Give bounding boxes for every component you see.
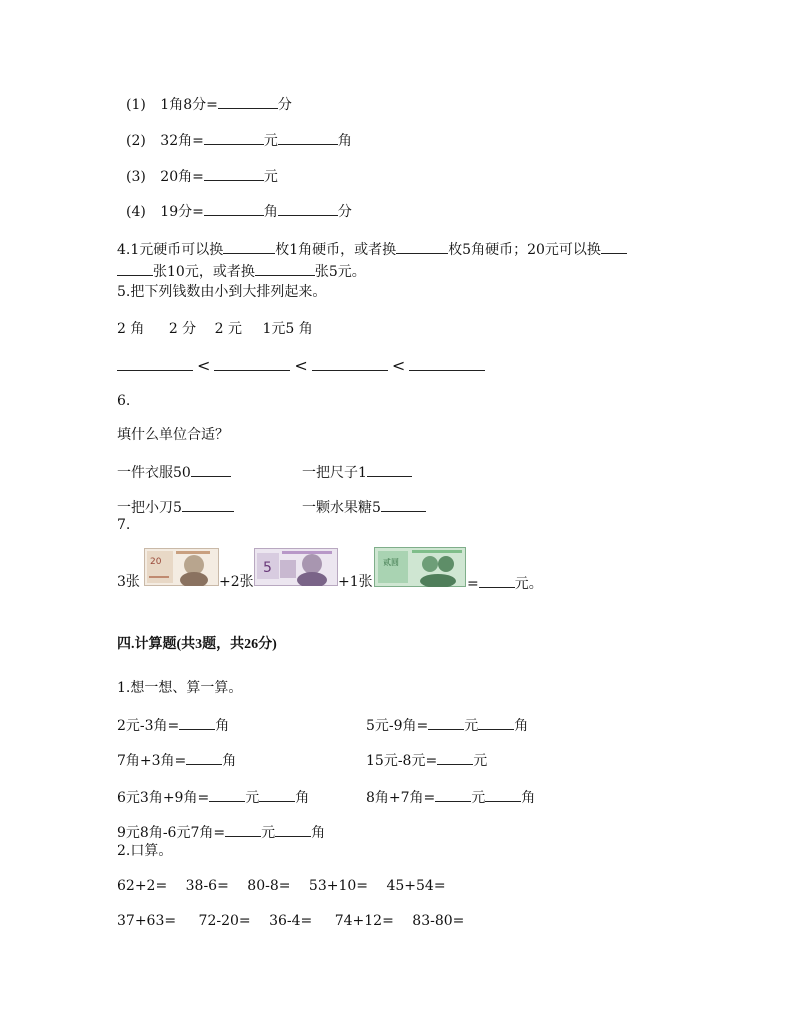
order-blank-1[interactable] <box>117 356 193 371</box>
calc-expression: 6元3角+9角= <box>117 790 210 806</box>
oral-problem: 45+54= <box>386 878 446 894</box>
question-text: 4.1元硬币可以换 <box>117 242 224 258</box>
question-text: 张10元，或者换 <box>153 264 255 280</box>
money-item: 2 元 <box>214 321 242 337</box>
unit-item <box>302 462 412 482</box>
order-blank-3[interactable] <box>312 356 388 371</box>
total-answer <box>467 573 543 593</box>
note-count-2: +2张 <box>219 574 254 590</box>
question-4-line-1 <box>117 239 627 259</box>
money-item: 2 角 <box>117 321 145 337</box>
order-blank-4[interactable] <box>409 356 485 371</box>
calc-expression: 7角+3角= <box>117 753 187 769</box>
calc-item <box>117 715 229 735</box>
answer-blank[interactable] <box>485 787 521 802</box>
oral-problem: 62+2= <box>117 878 168 894</box>
section-heading: 四.计算题(共3题，共26分) <box>117 637 277 652</box>
oral-problem: 37+63= <box>117 913 177 929</box>
unit-label: 角 <box>311 825 326 841</box>
answer-blank[interactable] <box>218 94 278 109</box>
answer-blank-continued[interactable] <box>117 261 153 276</box>
oral-problem: 74+12= <box>334 913 394 929</box>
answer-blank[interactable] <box>275 822 311 837</box>
unit-label: 分 <box>277 97 292 113</box>
answer-blank[interactable] <box>381 497 426 512</box>
question-text: 张5元。 <box>314 264 366 280</box>
unit-item <box>117 462 231 482</box>
unit-label: 元。 <box>514 576 543 592</box>
answer-blank[interactable] <box>204 130 264 145</box>
order-blank-2[interactable] <box>214 356 290 371</box>
calc-item <box>117 822 325 842</box>
calc-item <box>117 750 236 770</box>
question-4-line-2 <box>117 261 366 281</box>
unit-label: 元 <box>473 753 488 769</box>
question-7-number: 7. <box>117 517 131 533</box>
oral-problem: 80-8= <box>247 878 291 894</box>
answer-blank[interactable] <box>204 166 264 181</box>
answer-blank[interactable] <box>396 239 448 254</box>
less-than-sign: < <box>197 356 211 375</box>
oral-problem: 83-80= <box>412 913 465 929</box>
unit-item <box>117 497 234 517</box>
calc-expression: 8角+7角= <box>366 790 436 806</box>
unit-label: 角 <box>215 718 230 734</box>
unit-label: 角 <box>222 753 237 769</box>
banknote-value: 5 <box>263 560 272 576</box>
answer-blank[interactable] <box>601 239 627 254</box>
money-item: 1元5 角 <box>262 321 313 337</box>
conversion-1 <box>126 94 292 114</box>
answer-blank[interactable] <box>479 573 515 588</box>
less-than-sign: < <box>294 356 308 375</box>
answer-blank[interactable] <box>223 239 275 254</box>
answer-blank[interactable] <box>367 462 412 477</box>
equals-sign: = <box>467 576 479 592</box>
question-text: 枚1角硬币，或者换 <box>275 242 397 258</box>
unit-item <box>302 497 426 517</box>
answer-blank[interactable] <box>191 462 231 477</box>
calc-expression: 15元-8元= <box>366 753 438 769</box>
unit-label: 角 <box>514 718 529 734</box>
oral-row-1 <box>117 877 446 895</box>
answer-blank[interactable] <box>259 787 295 802</box>
oral-row-2 <box>117 912 464 930</box>
calc-expression: 5元-9角= <box>366 718 429 734</box>
unit-label: 角 <box>521 790 536 806</box>
question-text: 枚5角硬币；20元可以换 <box>448 242 601 258</box>
conversion-expression: 1角8分= <box>160 97 218 113</box>
ordering-blanks <box>117 356 485 376</box>
answer-blank[interactable] <box>209 787 245 802</box>
calc-item <box>366 750 487 770</box>
money-items <box>117 320 313 338</box>
oral-problem: 36-4= <box>269 913 313 929</box>
conversion-expression: 19分= <box>160 204 204 220</box>
item-number: (2) <box>126 133 146 149</box>
unit-label: 元 <box>464 718 479 734</box>
unit-item-text: 一把尺子1 <box>302 465 367 481</box>
conversion-4 <box>126 201 352 221</box>
conversion-expression: 20角= <box>160 169 204 185</box>
answer-blank[interactable] <box>204 201 264 216</box>
unit-label: 角 <box>337 133 352 149</box>
oral-problem: 53+10= <box>308 878 369 894</box>
calc-item <box>117 787 309 807</box>
answer-blank[interactable] <box>278 130 338 145</box>
answer-blank[interactable] <box>255 261 315 276</box>
calc-question-1-title: 1.想一想、算一算。 <box>117 680 243 696</box>
less-than-sign: < <box>391 356 406 375</box>
oral-problem: 72-20= <box>198 913 251 929</box>
unit-item-text: 一颗水果糖5 <box>302 500 381 516</box>
conversion-3 <box>126 166 278 186</box>
banknote-value: 贰圆 <box>383 558 399 567</box>
unit-label: 元 <box>471 790 486 806</box>
conversion-2 <box>126 130 352 150</box>
calc-item <box>366 787 535 807</box>
unit-label: 角 <box>263 204 278 220</box>
banknote-value: 20 <box>150 557 162 567</box>
item-number: (4) <box>126 204 146 220</box>
answer-blank[interactable] <box>186 750 222 765</box>
answer-blank[interactable] <box>225 822 261 837</box>
answer-blank[interactable] <box>478 715 514 730</box>
answer-blank[interactable] <box>182 497 234 512</box>
conversion-expression: 32角= <box>160 133 204 149</box>
unit-label: 元 <box>261 825 276 841</box>
unit-label: 元 <box>245 790 260 806</box>
unit-label: 元 <box>263 133 278 149</box>
calc-question-2-title: 2.口算。 <box>117 843 173 859</box>
answer-blank[interactable] <box>179 715 215 730</box>
question-6-title: 填什么单位合适？ <box>117 427 229 443</box>
oral-problem: 38-6= <box>185 878 229 894</box>
unit-label: 分 <box>337 204 352 220</box>
unit-item-text: 一件衣服50 <box>117 465 191 481</box>
money-item: 2 分 <box>168 321 197 337</box>
question-5-title: 5.把下列钱数由小到大排列起来。 <box>117 284 327 300</box>
unit-label: 角 <box>295 790 310 806</box>
note-count-3: +1张 <box>338 574 373 590</box>
unit-label: 元 <box>263 169 278 185</box>
banknote-2-yuan <box>374 547 466 587</box>
banknote-5-yuan <box>254 548 338 586</box>
answer-blank[interactable] <box>437 750 473 765</box>
banknote-20-yuan <box>144 548 219 586</box>
calc-expression: 2元-3角= <box>117 718 180 734</box>
item-number: (1) <box>126 97 146 113</box>
unit-item-text: 一把小刀5 <box>117 500 182 516</box>
calc-expression: 9元8角-6元7角= <box>117 825 226 841</box>
answer-blank[interactable] <box>435 787 471 802</box>
note-count-1: 3张 <box>117 574 140 590</box>
question-6-number: 6. <box>117 393 131 409</box>
calc-item <box>366 715 528 735</box>
answer-blank[interactable] <box>278 201 338 216</box>
answer-blank[interactable] <box>428 715 464 730</box>
item-number: (3) <box>126 169 146 185</box>
